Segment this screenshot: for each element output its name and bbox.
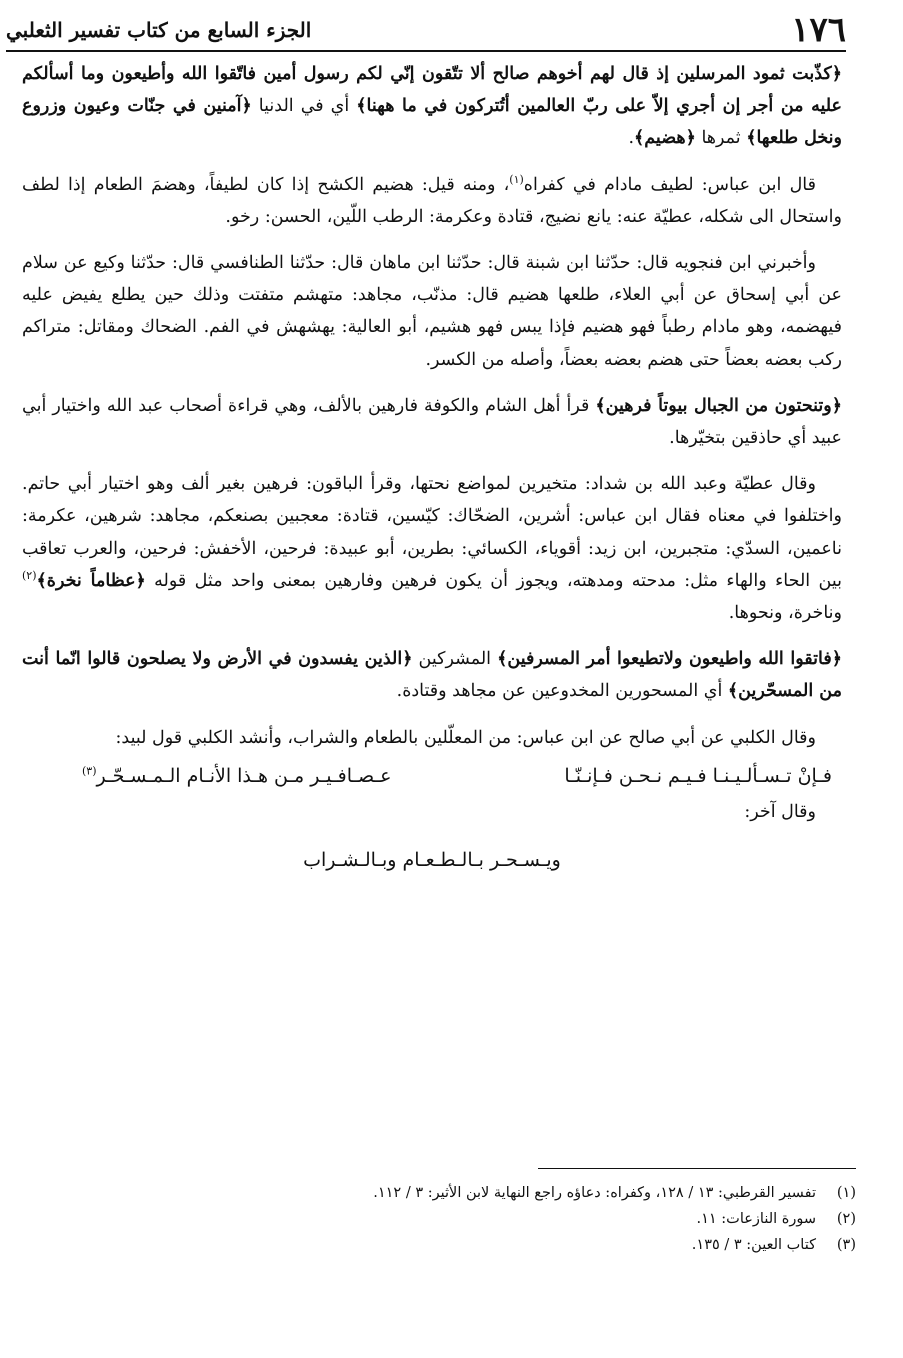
page-header bbox=[6, 10, 846, 52]
footnote-text: سورة النازعات: ١١. bbox=[696, 1211, 816, 1227]
poem-verse-1 bbox=[22, 758, 842, 794]
footnote-ref-3: (٣) bbox=[82, 764, 97, 778]
commentary-text: أي المسحورين المخدوعين عن مجاهد وقتادة. bbox=[396, 681, 728, 702]
commentary-text: . bbox=[628, 128, 635, 149]
quran-verse: ﴿الذين يفسدون في الأرض ولا يصلحون قالوا انّما أنت من المسحّرين﴾ bbox=[22, 649, 842, 702]
commentary-text: أي في الدنيا bbox=[251, 96, 357, 117]
paragraph-3: وأخبرني ابن فنجويه قال: حدّثنا ابن شبنة قال: حدّثنا ابن ماهان قال: حدّثنا الطنافسي قال: حدّثنا وكيع عن سلام عن أبي إسحاق عن أبي العلاء، طلعها هضيم قال: مذنّب، مجاهد: متهشم متفتت وذلك حين يطلع يفيض عليه فيهضمه، وهو مادام رطباً فهو هضيم فإذا يبس فهو هشيم، أبو العالية: يهشهش في الفم. الضحاك ومقاتل: متراكم ركب بعضه بعضاً حتى هضم بعضه بعضاً، وأصله من الكسر. bbox=[22, 253, 842, 370]
footnote-3 bbox=[40, 1232, 856, 1258]
footnote-ref-2: (٢) bbox=[22, 569, 37, 583]
commentary-text: ثمرها bbox=[695, 128, 747, 149]
running-title: الجزء السابع من كتاب تفسير الثعلبي bbox=[6, 18, 312, 42]
paragraph-1 bbox=[22, 58, 842, 155]
commentary-text: المشركين bbox=[412, 649, 498, 670]
footnote-number: (٢) bbox=[836, 1211, 856, 1227]
footnote-text: تفسير القرطبي: ١٣ / ١٢٨، وكفراه: دعاؤه راجع النهاية لابن الأثير: ٣ / ١١٢. bbox=[373, 1185, 816, 1201]
quran-verse: ﴿آمنين في جنّات وعيون وزروع ونخل طلعها﴾ bbox=[22, 96, 842, 149]
commentary-text: وناخرة، ونحوها. bbox=[728, 603, 842, 624]
footnote-1 bbox=[40, 1180, 856, 1206]
main-text bbox=[22, 58, 842, 878]
commentary-text: وقال عطيّة وعبد الله بن شداد: متخيرين لمواضع نحتها، وقرأ الباقون: فرهين بغير ألف وهو اختيار أبي حاتم. واختلفوا في معناه فقال ابن عباس: أشرين، الضحّاك: كيّسين، قتادة: معجبين بصنعكم، مجاهد: شرهين، عكرمة: ناعمين، السدّي: متجبرين، ابن زيد: أقوياء، الكسائي: بطرين، أبو عبيدة: فرحين، الأخفش: فرحين، والعرب تعاقب بين الحاء والهاء مثل: مدحته ومدهته، ويجوز أن يكون فرهين وفارهين بمعنى واحد مثل قوله bbox=[22, 474, 842, 591]
commentary-text: ، ومنه قيل: هضيم الكشح إذا كان لطيفاً، وهضمَ الطعام إذا لطف واستحال الى شكله، عطيّة عنه: يانع نضيج، قتادة وعكرمة: الرطب اللّين، الحسن: رخو. bbox=[22, 174, 842, 227]
footnote-ref-1: (١) bbox=[509, 172, 524, 186]
paragraph-2 bbox=[22, 169, 842, 233]
paragraph-4 bbox=[22, 390, 842, 454]
page-number: ١٧٦ bbox=[791, 10, 846, 50]
quran-verse: ﴿وتنحتون من الجبال بيوتاً فرهين﴾ bbox=[595, 395, 842, 416]
footnotes bbox=[40, 1180, 856, 1258]
quran-verse: ﴿كذّبت ثمود المرسلين إذ قال لهم أخوهم صالح ألا تتّقون إنّي لكم رسول أمين فاتّقوا الله وأطيعون وما أسألكم عليه من أجر إن أجري إلاّ على ربّ العالمين أتُتركون في ما ههنا﴾ bbox=[22, 64, 842, 117]
verse-first-hemistich: فـإنْ تـسـألـيـنـا فـيـم نـحـن فـإنـنّـا bbox=[564, 764, 832, 787]
paragraph-8: وقال آخر: bbox=[744, 801, 816, 822]
commentary-text: قرأ أهل الشام والكوفة فارهين بالألف، وهي قراءة أصحاب عبد الله واختيار أبي عبيد أي حاذقين بتخيّرها. bbox=[22, 395, 842, 449]
footnote-number: (٣) bbox=[836, 1237, 856, 1253]
poem-verse-2: ويـسـحـر بـالـطـعـام وبـالـشـراب bbox=[303, 849, 561, 872]
verse-second-hemistich: عـصـافـيـر مـن هـذا الأنـام الـمـسـحّـر$^{(٣)}$ bbox=[82, 764, 392, 787]
quran-verse: ﴿فاتقوا الله واطيعون ولاتطيعوا أمر المسرفين﴾ bbox=[497, 649, 842, 670]
paragraph-7: وقال الكلبي عن أبي صالح عن ابن عباس: من المعلّلين بالطعام والشراب، وأنشد الكلبي قول لبيد: bbox=[115, 727, 816, 748]
paragraph-5 bbox=[22, 468, 842, 629]
quran-verse: ﴿هضيم﴾ bbox=[634, 128, 696, 149]
footnote-text: كتاب العين: ٣ / ١٣٥. bbox=[691, 1237, 816, 1253]
quran-verse: ﴿عظاماً نخرة﴾ bbox=[36, 570, 146, 591]
footnote-2 bbox=[40, 1206, 856, 1232]
footnote-divider bbox=[538, 1168, 856, 1169]
commentary-text: قال ابن عباس: لطيف مادام في كفراه bbox=[523, 174, 816, 195]
footnote-number: (١) bbox=[836, 1185, 856, 1201]
paragraph-6 bbox=[22, 643, 842, 707]
